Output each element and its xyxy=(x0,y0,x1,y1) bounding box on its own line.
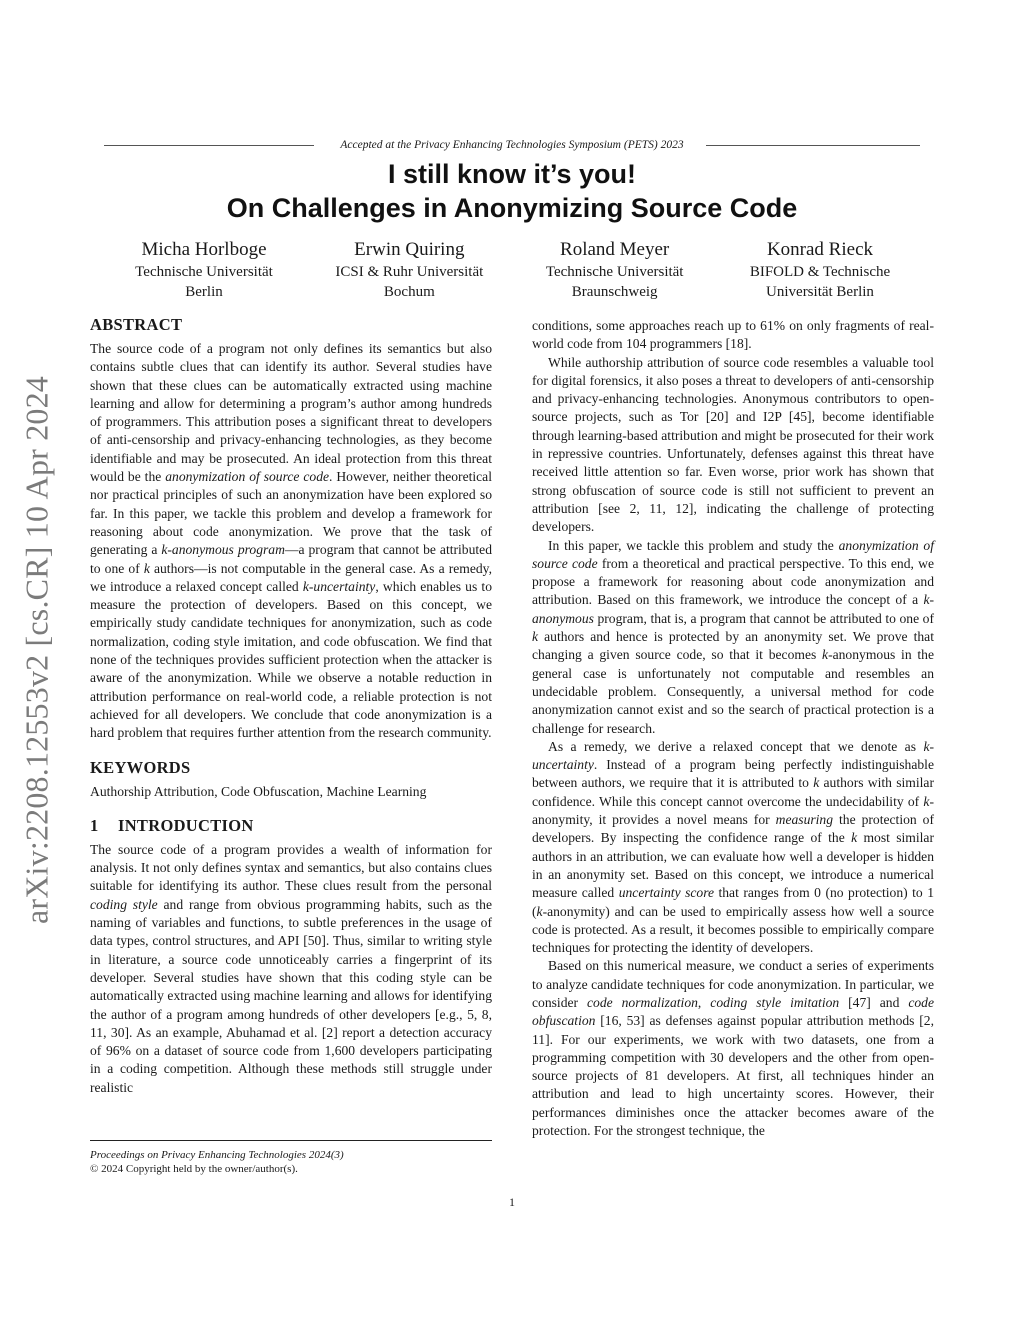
author-block xyxy=(309,238,509,302)
author-block xyxy=(720,238,920,302)
intro-paragraph: The source code of a program provides a wealth of information for analysis. It not only defines syntax and semantics, but also contains clues suitable for identifying its author. These clues result from the personal coding style and range from obvious programming habits, such as the naming of variables and functions, to subtle preferences in the usage of data types, control structures, and API [50]. Thus, similar to writing style in literature, a source code unnoticeably carries a fingerprint of its developer. Several studies have shown that this coding style can be automatically extracted using machine learning and allows for identifying the author of a program among hundreds of other developers [e.g., 5, 8, 11, 30]. As an example, Abuhamad et al. [2] report a detection accuracy of 96% on a dataset of source code from 1,600 developers participating in a coding competition. Although these methods still struggle under realistic xyxy=(90,841,492,1095)
venue-text: Accepted at the Privacy Enhancing Technologies Symposium (PETS) 2023 xyxy=(340,139,684,151)
left-column xyxy=(90,314,492,1097)
author-block xyxy=(104,238,304,302)
author-list xyxy=(104,238,920,302)
author-affiliation: Braunschweig xyxy=(571,284,658,300)
abstract-heading: ABSTRACT xyxy=(90,315,183,334)
right-column xyxy=(532,317,934,1140)
author-name: Micha Horlboge xyxy=(141,239,267,260)
keywords-text: Authorship Attribution, Code Obfuscation, Machine Learning xyxy=(90,783,427,799)
author-name: Roland Meyer xyxy=(560,239,670,260)
arxiv-identifier-text: arXiv:2208.12553v2 [cs.CR] 10 Apr 2024 xyxy=(18,375,55,925)
page-number: 1 xyxy=(509,1195,515,1209)
body-paragraph: While authorship attribution of source code resembles a valuable tool for digital forensics, it also poses a threat to developers of anti-censorship and privacy-enhancing technologies. Anonymous contributors to open-source projects, such as Tor [20] and I2P [45], become identifiable through learning-based attribution and might be prosecuted for their work in repressive countries. Unfortunately, defenses against this threat have received little attention so far. Even worse, prior work has shown that strong obfuscation of source code is still not sufficient to prevent an attribution [see 2, 11, 12], indicating the challenge of protecting developers. xyxy=(532,354,934,535)
footnote-rule xyxy=(90,1140,492,1141)
body-paragraph: As a remedy, we derive a relaxed concept that we denote as k-uncertainty. Instead of a program being perfectly indistinguishable between authors, we require that it is attributed to k authors with similar confidence. While this concept cannot overcome the undecidability of k-anonymity, it provides a novel means for measuring the protection of developers. By inspecting the confidence range of the k most similar authors in an attribution, we can evaluate how well a developer is hidden in an anonymity set. Based on this concept, we introduce a numerical measure called uncertainty score that ranges from 0 (no protection) to 1 (k-anonymity) and can be used to empirically assess how well a source code is protected. As a result, it becomes possible to empirically compare techniques for protecting the identity of developers. xyxy=(532,738,934,956)
venue-rule-right xyxy=(706,145,920,146)
section-title: INTRODUCTION xyxy=(118,815,254,835)
copyright-note: © 2024 Copyright held by the owner/author(s). xyxy=(90,1163,298,1175)
author-name: Erwin Quiring xyxy=(354,239,465,260)
author-block xyxy=(515,238,715,302)
body-paragraph: In this paper, we tackle this problem and study the anonymization of source code from a theoretical and practical perspective. To this end, we propose a framework for reasoning about code anonymization and attribution. Based on this framework, we introduce the concept of a k-anonymous program, that is, a program that cannot be attributed to one of k authors and hence is protected by an anonymity set. We prove that changing a given source code, so that it becomes k-anonymous in the general case is unfortunately not computable and resembles an undecidable problem. Consequently, a universal method for code anonymization cannot exist and so the search of practical protection is a challenge for research. xyxy=(532,537,934,736)
author-affiliation: Universität Berlin xyxy=(766,284,874,300)
paper-title-line-1: I still know it’s you! xyxy=(387,159,637,189)
author-affiliation: ICSI & Ruhr Universität xyxy=(335,264,484,280)
venue-banner xyxy=(104,137,920,153)
author-affiliation: Berlin xyxy=(185,284,223,300)
keywords-heading: KEYWORDS xyxy=(90,757,191,777)
proceedings-note: Proceedings on Privacy Enhancing Technologies 2024(3) xyxy=(90,1149,344,1161)
author-affiliation: Technische Universität xyxy=(545,264,684,280)
paper-title-line-2: On Challenges in Anonymizing Source Code xyxy=(226,193,798,223)
body-paragraph: conditions, some approaches reach up to 61% on only fragments of real-world code from 104 programmers [18]. xyxy=(532,318,934,352)
author-affiliation: BIFOLD & Technische xyxy=(749,264,891,280)
author-affiliation: Bochum xyxy=(383,284,435,300)
body-paragraph: Based on this numerical measure, we conduct a series of experiments to analyze candidate techniques for code anonymization. In particular, we consider code normalization, coding style imitation [47] and code obfuscation [16, 53] as defenses against popular attribution methods [2, 11]. For our experiments, we work with two datasets, one from a programming competition with 30 developers and the other from open-source projects of 81 developers. At first, all techniques hinder an attribution and lead to high uncertainty scores. However, their performances diminishes once the attacker becomes aware of the protection. For the strongest technique, the xyxy=(532,958,934,1139)
section-heading-introduction xyxy=(90,815,492,837)
author-affiliation: Technische Universität xyxy=(135,264,273,280)
arxiv-identifier xyxy=(16,355,58,945)
footnote xyxy=(90,1140,492,1176)
author-name: Konrad Rieck xyxy=(766,239,874,260)
section-number: 1 xyxy=(90,815,99,835)
abstract-text: The source code of a program not only defines its semantics but also contains subtle clues that can identify its author. Several studies have shown that these clues can be automatically extracted using machine learning and allow for determining a program’s author among hundreds of programmers. This attribution poses a significant threat to developers of anti-censorship and privacy-enhancing technologies, as they become identifiable and may be prosecuted. An ideal protection from this threat would be the anonymization of source code. However, neither theoretical nor practical principles of such an anonymization have been explored so far. In this paper, we tackle this problem and develop a framework for reasoning about code anonymization. We prove that the task of generating a k-anonymous program—a program that cannot be attributed to one of k authors—is not computable in the general case. As a remedy, we introduce a relaxed concept called k-uncertainty, which enables us to measure the protection of developers. Based on this concept, we empirically study candidate techniques for anonymization, such as code normalization, coding style imitation, and code obfuscation. We find that none of the techniques provides sufficient protection when the attacker is aware of the anonymization. While we observe a notable reduction in attribution performance on real-world code, a reliable protection is not achieved for all developers. We conclude that code anonymization is a hard problem that requires further attention from the research community. xyxy=(90,341,492,741)
